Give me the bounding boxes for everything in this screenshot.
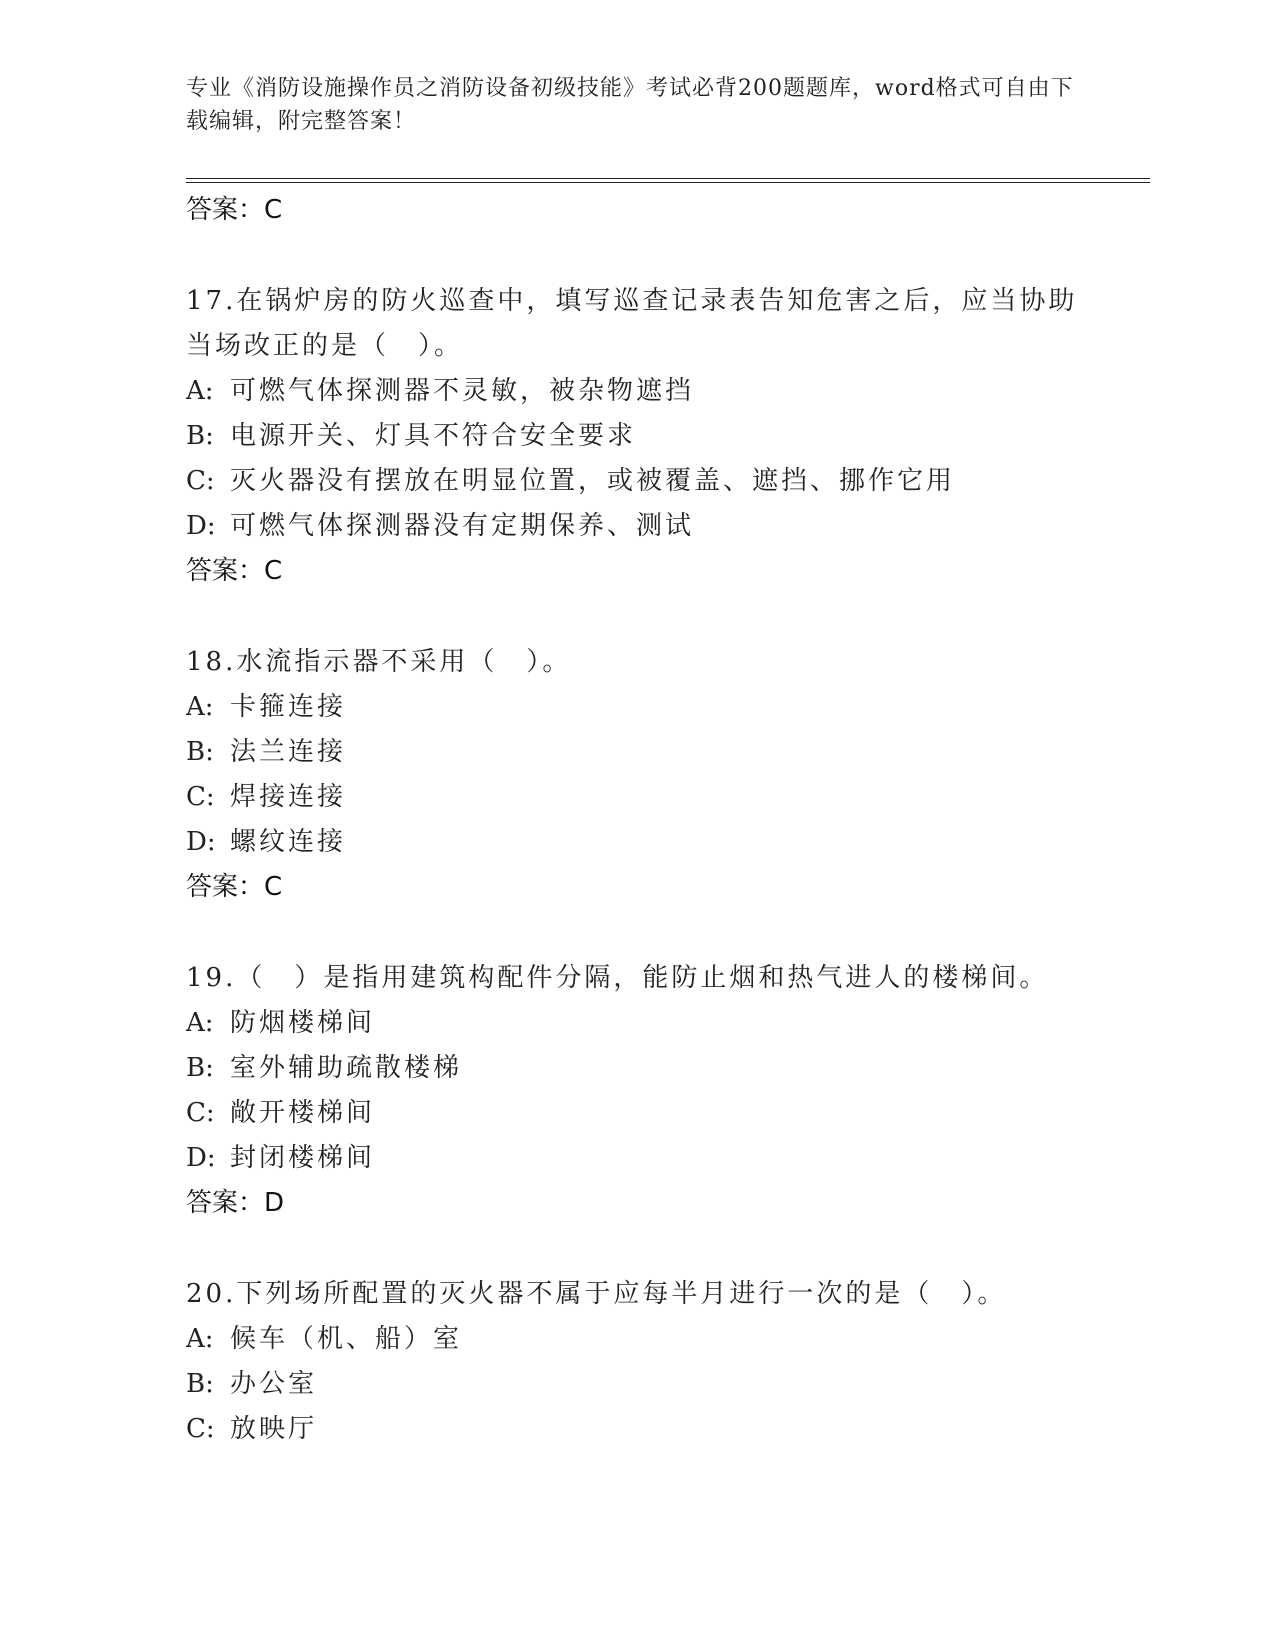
option-c: C: 放映厅 xyxy=(186,1414,318,1444)
option-d: D: 可燃气体探测器没有定期保养、测试 xyxy=(186,511,695,541)
header-rule-top xyxy=(186,178,1150,179)
question-text: 17.在锅炉房的防火巡查中，填写巡查记录表告知危害之后，应当协助当场改正的是（ ）。 xyxy=(186,286,1078,361)
option-b: B: 室外辅助疏散楼梯 xyxy=(186,1053,463,1083)
question-list xyxy=(186,188,1106,1452)
header-rule-bottom xyxy=(186,182,1150,183)
option-a: A: 防烟楼梯间 xyxy=(186,1008,376,1038)
question-19 xyxy=(186,956,1106,1226)
question-18 xyxy=(186,640,1106,910)
option-b: B: 法兰连接 xyxy=(186,737,347,767)
header-title: 专业《消防设施操作员之消防设备初级技能》考试必背200题题库，word格式可自由下载编辑，附完整答案！ xyxy=(186,76,1074,134)
option-d: D: 螺纹连接 xyxy=(186,827,347,857)
question-20 xyxy=(186,1272,1106,1452)
answer: 答案：C xyxy=(186,872,283,902)
answer: 答案：C xyxy=(186,556,283,586)
question-17 xyxy=(186,279,1106,594)
answer: 答案：D xyxy=(186,1188,285,1218)
option-d: D: 封闭楼梯间 xyxy=(186,1143,376,1173)
option-a: A: 卡箍连接 xyxy=(186,692,347,722)
option-a: A: 候车（机、船）室 xyxy=(186,1324,463,1354)
option-c: C: 敞开楼梯间 xyxy=(186,1098,376,1128)
option-c: C: 灭火器没有摆放在明显位置，或被覆盖、遮挡、挪作它用 xyxy=(186,466,956,496)
question-text: 18.水流指示器不采用（ ）。 xyxy=(186,647,572,677)
option-c: C: 焊接连接 xyxy=(186,782,347,812)
document-header xyxy=(186,72,1086,138)
question-text: 19.（ ）是指用建筑构配件分隔，能防止烟和热气进人的楼梯间。 xyxy=(186,963,1049,993)
option-a: A: 可燃气体探测器不灵敏，被杂物遮挡 xyxy=(186,376,695,406)
option-b: B: 办公室 xyxy=(186,1369,318,1399)
previous-answer: 答案：C xyxy=(186,195,283,225)
option-b: B: 电源开关、灯具不符合安全要求 xyxy=(186,421,637,451)
question-text: 20.下列场所配置的灭火器不属于应每半月进行一次的是（ ）。 xyxy=(186,1279,1007,1309)
